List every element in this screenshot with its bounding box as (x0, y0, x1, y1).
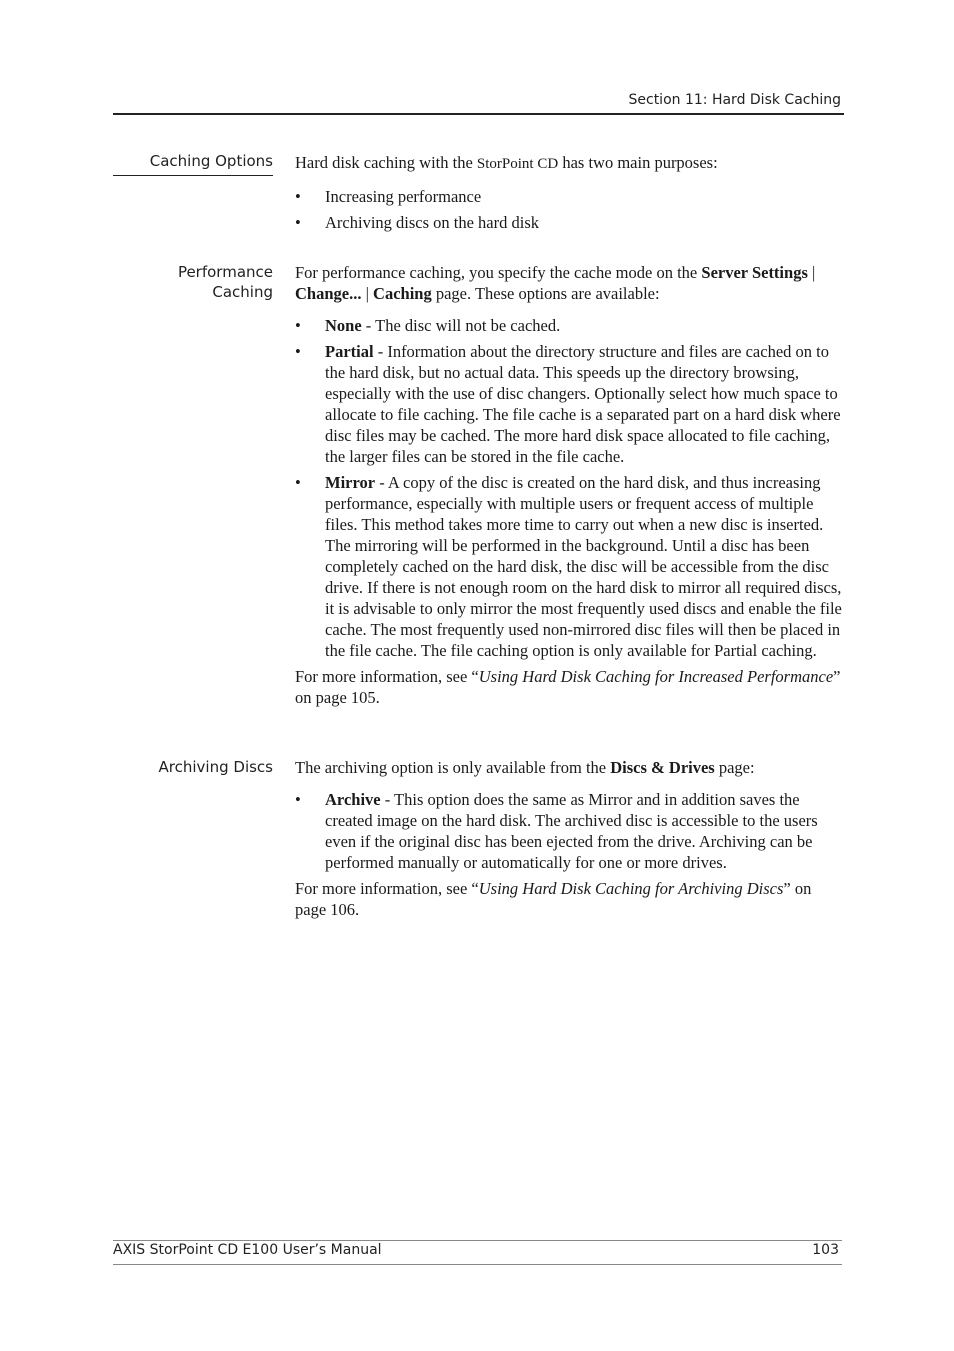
term-description: - This option does the same as Mirror and in addition saves the created image on the hard disk. The archived disc is accessible to the users even if the original disc has been ejected from the drive. Archiving can be performed manually or automatically for one or more drives. (325, 790, 818, 872)
term-description: - The disc will not be cached. (361, 316, 561, 335)
footer-manual-title: AXIS StorPoint CD E100 User’s Manual (113, 1242, 382, 1258)
performance-caching-heading: Performance Caching (177, 263, 273, 301)
menu-path-discs-drives: Discs & Drives (610, 758, 715, 777)
cache-mode-list (295, 315, 843, 661)
archiving-discs-heading: Archiving Discs (158, 758, 273, 776)
separator: | (361, 284, 374, 303)
intro-text: Hard disk caching with the (295, 153, 477, 172)
more-info-text-end: ” on page 105. (295, 667, 841, 707)
cross-reference-link[interactable]: Using Hard Disk Caching for Archiving Discs (478, 879, 784, 898)
running-header: Section 11: Hard Disk Caching (628, 92, 841, 108)
archive-list (295, 789, 843, 873)
term: None (325, 316, 362, 335)
bullet-icon: • (295, 187, 301, 206)
more-info-text: For more information, see “ (295, 879, 479, 898)
term: Mirror (325, 473, 376, 492)
term-description: - A copy of the disc is created on the hard disk, and thus increasing performance, especially with multiple users or frequent access of multiple files. This method takes more time to carry out when a new disc is inserted. The mirroring will be performed in the background. Until a disc has been completely cached on the hard disk, the disc will be accessible from the disc drive. If there is not enough room on the hard disk to mirror all required discs, it is advisable to only mirror the most frequently used discs and enable the file cache. The most frequently used non-mirrored disc files will then be placed in the file cache. The file caching option is only available for Partial caching. (325, 473, 842, 660)
list-item (295, 186, 843, 207)
term: Partial (325, 342, 374, 361)
caching-options-heading: Caching Options (113, 151, 273, 176)
performance-more-info (295, 666, 843, 708)
caching-options-intro (295, 152, 843, 175)
performance-caching-section (295, 262, 843, 708)
footer-bottom-rule (113, 1264, 842, 1265)
intro-text: For performance caching, you specify the cache mode on the (295, 263, 702, 282)
list-item-mirror (295, 472, 843, 661)
bullet-icon: • (295, 790, 301, 809)
bullet-icon: • (295, 316, 301, 335)
separator: | (807, 263, 816, 282)
term: Archive (325, 790, 381, 809)
header-rule (113, 113, 844, 115)
more-info-text-end: ” on page 106. (295, 879, 812, 919)
bullet-icon: • (295, 473, 301, 492)
list-item-none (295, 315, 843, 336)
list-item-text: Increasing performance (325, 187, 482, 206)
archiving-intro (295, 757, 843, 778)
list-item (295, 212, 843, 233)
intro-text-end: page: (714, 758, 755, 777)
menu-path-caching: Caching (373, 284, 432, 303)
more-info-text: For more information, see “ (295, 667, 479, 686)
intro-text: The archiving option is only available from the (295, 758, 611, 777)
menu-path-server-settings: Server Settings (701, 263, 808, 282)
intro-text-end: has two main purposes: (558, 153, 718, 172)
list-item-archive (295, 789, 843, 873)
archiving-discs-section (295, 757, 843, 920)
footer-top-rule (113, 1240, 842, 1241)
performance-intro (295, 262, 843, 304)
purpose-list (295, 186, 843, 233)
intro-text-end: page. These options are available: (431, 284, 660, 303)
cross-reference-link[interactable]: Using Hard Disk Caching for Increased Performance (478, 667, 834, 686)
list-item-text: Archiving discs on the hard disk (325, 213, 540, 232)
bullet-icon: • (295, 342, 301, 361)
list-item-partial (295, 341, 843, 467)
bullet-icon: • (295, 213, 301, 232)
caching-options-section (295, 152, 843, 233)
menu-path-change: Change... (295, 284, 362, 303)
archiving-more-info (295, 878, 843, 920)
page-number: 103 (812, 1242, 839, 1258)
product-name: StorPoint CD (476, 156, 559, 172)
term-description: - Information about the directory structure and files are cached on to the hard disk, but no actual data. This speeds up the directory browsing, especially with the use of disc changers. Optionally select how much space to allocate to file caching. The file cache is a separated part on a hard disk where disc files may be cached. The more hard disk space allocated to file caching, the larger files can be stored in the file cache. (325, 342, 841, 466)
